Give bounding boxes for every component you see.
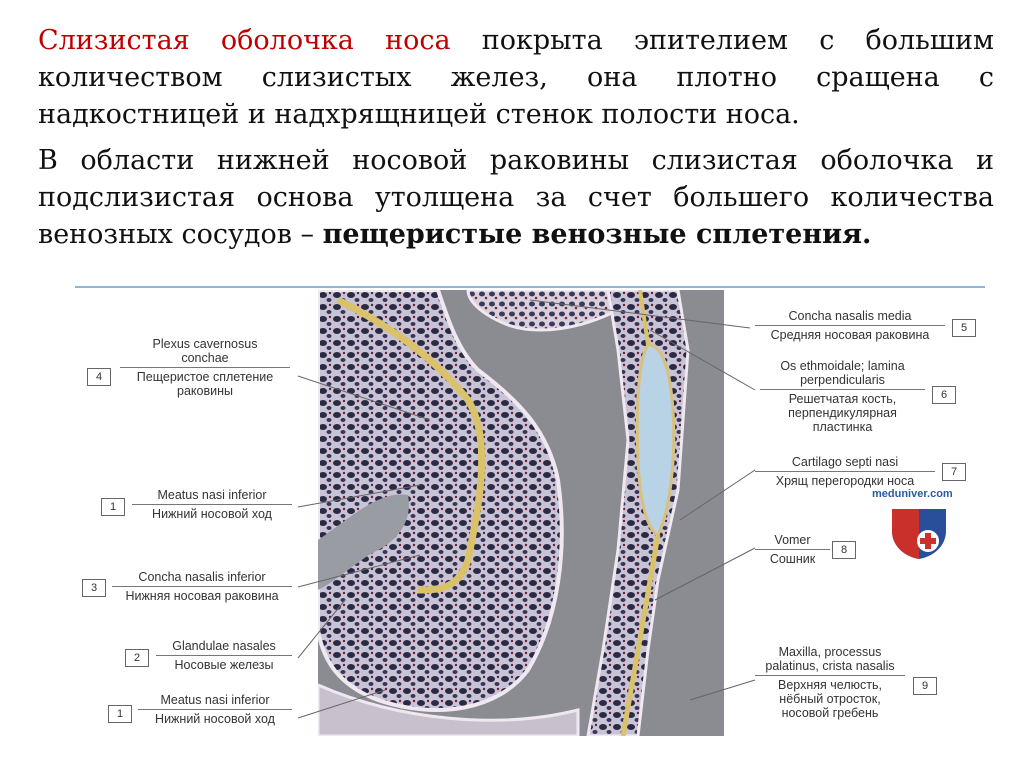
label-number-1a: 1 <box>101 498 125 516</box>
label-meatus-inferior-2-russian: Нижний носовой ход <box>138 709 292 726</box>
label-concha-inferior-russian: Нижняя носовая раковина <box>112 586 292 603</box>
label-cartilago-septi <box>755 455 935 488</box>
label-number-3: 3 <box>82 579 106 597</box>
label-meatus-inferior-2 <box>138 693 292 726</box>
label-maxilla-russian: Верхняя челюсть, нёбный отросток, носовой гребень <box>755 675 905 720</box>
shield-logo-icon <box>888 505 950 561</box>
label-number-4: 4 <box>87 368 111 386</box>
paragraph-2 <box>38 142 994 253</box>
paragraph-1-text: покрыта эпителием с большим количеством слизистых желез, она плотно сращена с надкостницей и надхрящницей стенок полости носа. <box>38 25 994 130</box>
paragraph-1 <box>38 22 994 133</box>
label-glandulae-nasales <box>156 639 292 672</box>
label-maxilla <box>755 645 905 720</box>
label-cartilago-septi-latin: Cartilago septi nasi <box>791 455 899 469</box>
label-vomer-russian: Сошник <box>755 549 830 566</box>
label-vomer-latin: Vomer <box>774 533 811 547</box>
label-meatus-inferior-1 <box>132 488 292 521</box>
label-vomer <box>755 533 830 566</box>
label-os-ethmoidale-latin: Os ethmoidale; lamina perpendicularis <box>780 359 905 387</box>
label-maxilla-latin: Maxilla, processus palatinus, crista nasalis <box>765 645 895 673</box>
label-glandulae-nasales-latin: Glandulae nasales <box>172 639 276 653</box>
label-concha-inferior-latin: Concha nasalis inferior <box>138 570 266 584</box>
label-number-8: 8 <box>832 541 856 559</box>
label-meatus-inferior-1-latin: Meatus nasi inferior <box>157 488 267 502</box>
term-venous-plexus: пещеристые венозные сплетения. <box>322 219 872 250</box>
site-watermark: meduniver.com <box>872 488 953 500</box>
label-meatus-inferior-2-latin: Meatus nasi inferior <box>160 693 270 707</box>
label-concha-media <box>755 309 945 342</box>
label-number-2: 2 <box>125 649 149 667</box>
label-glandulae-nasales-russian: Носовые железы <box>156 655 292 672</box>
label-concha-media-latin: Concha nasalis media <box>788 309 912 323</box>
label-plexus-cavernosus <box>120 337 290 398</box>
label-os-ethmoidale-russian: Решетчатая кость, перпендикулярная пластинка <box>760 389 925 434</box>
label-plexus-cavernosus-russian: Пещеристое сплетение раковины <box>120 367 290 398</box>
label-meatus-inferior-1-russian: Нижний носовой ход <box>132 504 292 521</box>
label-cartilago-septi-russian: Хрящ перегородки носа <box>755 471 935 488</box>
label-number-6: 6 <box>932 386 956 404</box>
label-concha-media-russian: Средняя носовая раковина <box>755 325 945 342</box>
label-os-ethmoidale <box>760 359 925 434</box>
label-number-9: 9 <box>913 677 937 695</box>
histology-image <box>318 290 724 736</box>
paragraph-2-text: В области нижней носовой раковины слизистая оболочка и подслизистая основа утолщена за счет большего количества венозных сосудов – <box>38 145 994 250</box>
term-mucosa: Слизистая оболочка носа <box>38 25 451 56</box>
label-concha-inferior <box>112 570 292 603</box>
divider-line <box>75 286 985 288</box>
label-number-7: 7 <box>942 463 966 481</box>
label-number-1b: 1 <box>108 705 132 723</box>
label-plexus-cavernosus-latin: Plexus cavernosus conchae <box>152 337 258 365</box>
label-number-5: 5 <box>952 319 976 337</box>
